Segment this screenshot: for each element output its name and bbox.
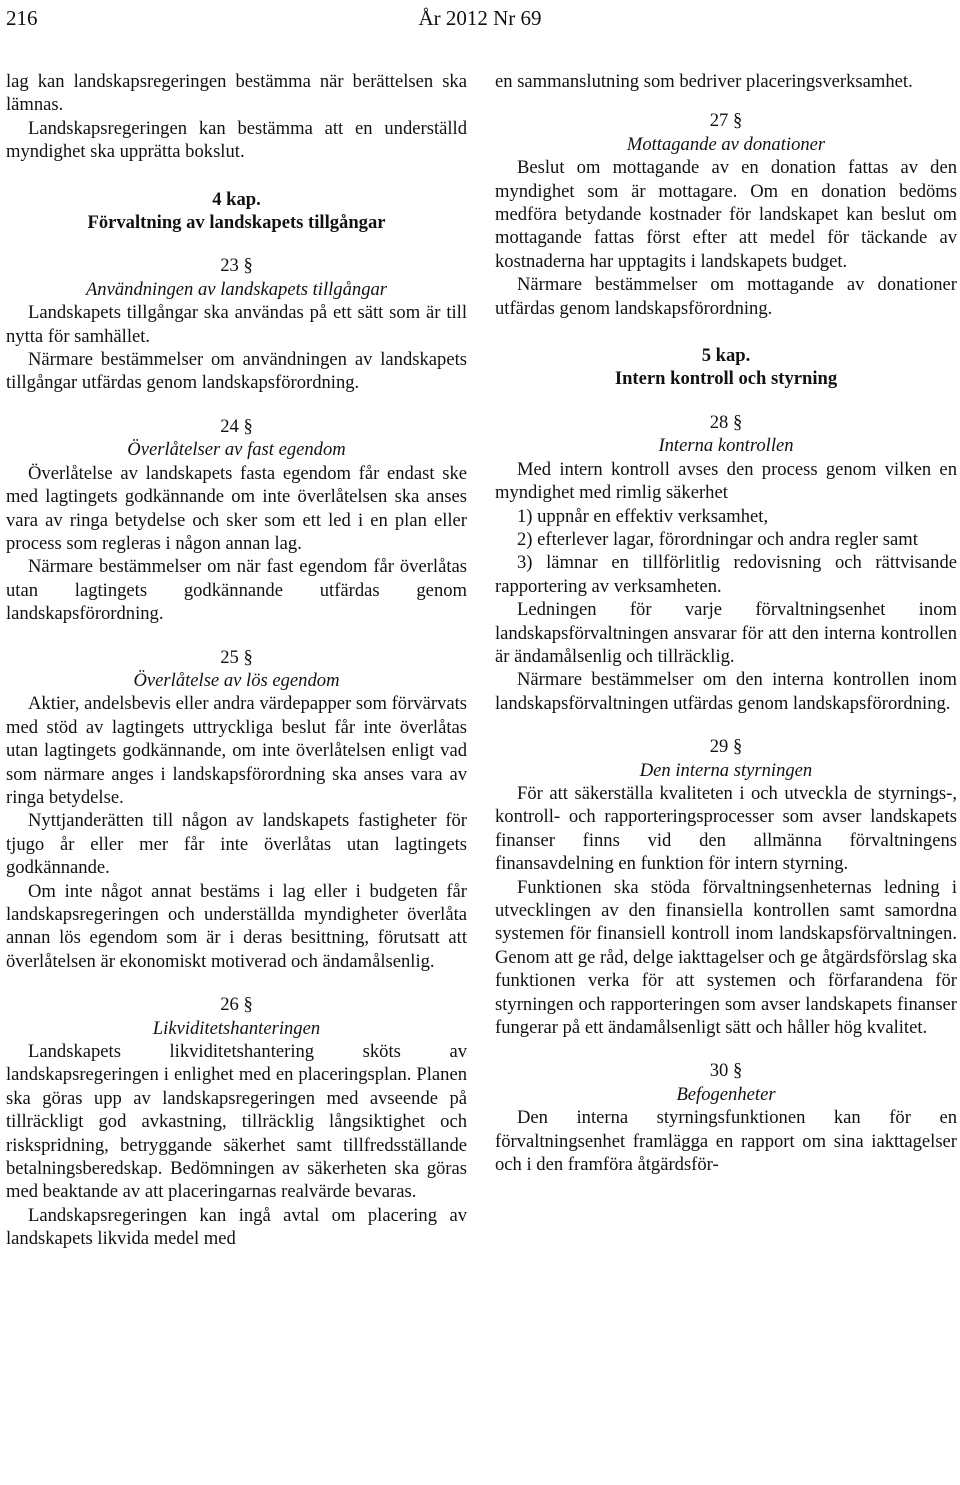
- paragraph: Närmare bestämmelser om när fast egendom får överlåtas utan lagtingets godkännande utfärdas genom landskapsförordning.: [6, 556, 467, 625]
- left-column: [6, 70, 467, 1251]
- paragraph: lag kan landskapsregeringen bestämma när berättelsen ska lämnas.: [6, 71, 467, 116]
- paragraph: Beslut om mottagande av en donation fattas av den myndighet som är mottagare. Om en donation bedöms medföra betydande kostnader för landskapet kan beslut om mottagande fattas först efter att medel för täckande av kostnaderna har upptagits i landskapets budget.: [495, 157, 957, 272]
- running-head: År 2012 Nr 69: [418, 6, 542, 30]
- paragraph: Landskapets likviditetshantering sköts av landskapsregeringen i enlighet med en placeringsplan. Planen ska göras upp av landskapsregeringen med avseende på tillräckligt god avkastning, tillräcklig långsiktighet och riskspridning, betryggande säkerhet samt tillfredsställande betalningsberedskap. Bedömningen av säkerheten ska göras med beaktande av att placeringarnas realvärde bevaras.: [6, 1041, 467, 1203]
- paragraph: Funktionen ska stöda förvaltningsenheternas ledning i utvecklingen av den finansiella kontrollen samt samordna systemen för finansiell kontroll inom landskapsförvaltningen. Genom att ge råd, delge iakttagelser och ge åtgärdsförslag ska funktionen verka för att systemen och förfarandena för styrningen och rapporteringen som avser landskapets finanser fungerar på ett ändamålsenligt sätt och håller hög kvalitet.: [495, 876, 957, 1039]
- section-number: 25 §: [220, 646, 253, 668]
- paragraph: Överlåtelse av landskapets fasta egendom får endast ske med lagtingets godkännande om inte överlåtelsen ska anses vara av ringa betydelse och sker som ett led i en plan eller process som regleras i någon annan lag.: [6, 462, 467, 554]
- section-number: 29 §: [709, 736, 743, 758]
- page-number: 216: [6, 6, 38, 30]
- list-item: 2) efterlever lagar, förordningar och andra regler samt: [517, 528, 918, 550]
- paragraph: För att säkerställa kvaliteten i och utveckla de styrnings-, kontroll- och rapporteringsprocesser som avser landskapets finanser finns vid den allmänna förvaltningens finansavdelning en funktion för intern styrning.: [495, 782, 957, 875]
- paragraph: en sammanslutning som bedriver placeringsverksamhet.: [495, 71, 913, 92]
- section-number: 23 §: [220, 255, 253, 277]
- section-title: Mottagande av donationer: [626, 133, 826, 155]
- paragraph: Närmare bestämmelser om den interna kontrollen inom landskapsförvaltningen utfärdas genom landskapsförordning.: [495, 669, 957, 714]
- chapter-title: Intern kontroll och styrning: [614, 368, 838, 390]
- section-number: 24 §: [220, 415, 253, 437]
- paragraph: Ledningen för varje förvaltningsenhet inom landskapsförvaltningen ansvarar för att den interna kontrollen är ändamålsenlig och tillräcklig.: [495, 599, 957, 667]
- paragraph: Nyttjanderätten till någon av landskapets fastigheter för tjugo år eller mer får inte överlåtas utan lagtingets godkännande.: [6, 810, 467, 879]
- paragraph: Den interna styrningsfunktionen kan för en förvaltningsenhet framlägga en rapport om sina iakttagelser och i den framföra åtgärdsför-: [495, 1107, 957, 1176]
- paragraph: Med intern kontroll avses den process genom vilken en myndighet med rimlig säkerhet: [495, 458, 957, 504]
- paragraph: Landskapets tillgångar ska användas på ett sätt som är till nytta för samhället.: [6, 302, 467, 347]
- section-title: Likviditetshanteringen: [152, 1017, 321, 1039]
- paragraph: Närmare bestämmelser om mottagande av donationer utfärdas genom landskapsförordning.: [495, 274, 957, 319]
- section-title: Överlåtelser av fast egendom: [127, 439, 346, 461]
- section-number: 27 §: [709, 110, 743, 132]
- right-column: [495, 70, 957, 1176]
- chapter-title: Förvaltning av landskapets tillgångar: [87, 212, 386, 234]
- paragraph: Aktier, andelsbevis eller andra värdepapper som förvärvats med stöd av lagtingets uttryckliga beslut får inte överlåtas utan lagtingets godkännande, om inte överlåtelsen enligt vad som närmare anges i landskapsförordning ska anses vara av ringa betydelse.: [6, 693, 467, 808]
- section-title: Den interna styrningen: [639, 759, 813, 781]
- chapter-number: 4 kap.: [212, 188, 261, 210]
- paragraph: Om inte något annat bestäms i lag eller i budgeten får landskapsregeringen och underställda myndigheter överlåta annan lös egendom som är i deras besittning, förutsatt att överlåtelsen är ekonomiskt motiverad och ändamålsenlig.: [6, 880, 467, 972]
- section-number: 28 §: [709, 411, 743, 433]
- list-item: 3) lämnar en tillförlitlig redovisning och rättvisande rapportering av verksamheten.: [495, 552, 957, 597]
- section-number: 26 §: [220, 994, 253, 1016]
- section-title: Användningen av landskapets tillgångar: [85, 278, 388, 300]
- list-item: 1) uppnår en effektiv verksamhet,: [517, 505, 769, 527]
- paragraph: Landskapsregeringen kan bestämma att en underställd myndighet ska upprätta bokslut.: [6, 117, 467, 163]
- section-title: Överlåtelse av lös egendom: [133, 669, 340, 691]
- page-header: [0, 6, 960, 32]
- section-number: 30 §: [709, 1060, 743, 1082]
- section-title: Interna kontrollen: [658, 435, 794, 457]
- paragraph: Landskapsregeringen kan ingå avtal om placering av landskapets likvida medel med: [6, 1204, 467, 1250]
- chapter-number: 5 kap.: [701, 345, 751, 367]
- section-title: Befogenheter: [676, 1083, 776, 1105]
- paragraph: Närmare bestämmelser om användningen av landskapets tillgångar utfärdas genom landskapsförordning.: [6, 349, 467, 394]
